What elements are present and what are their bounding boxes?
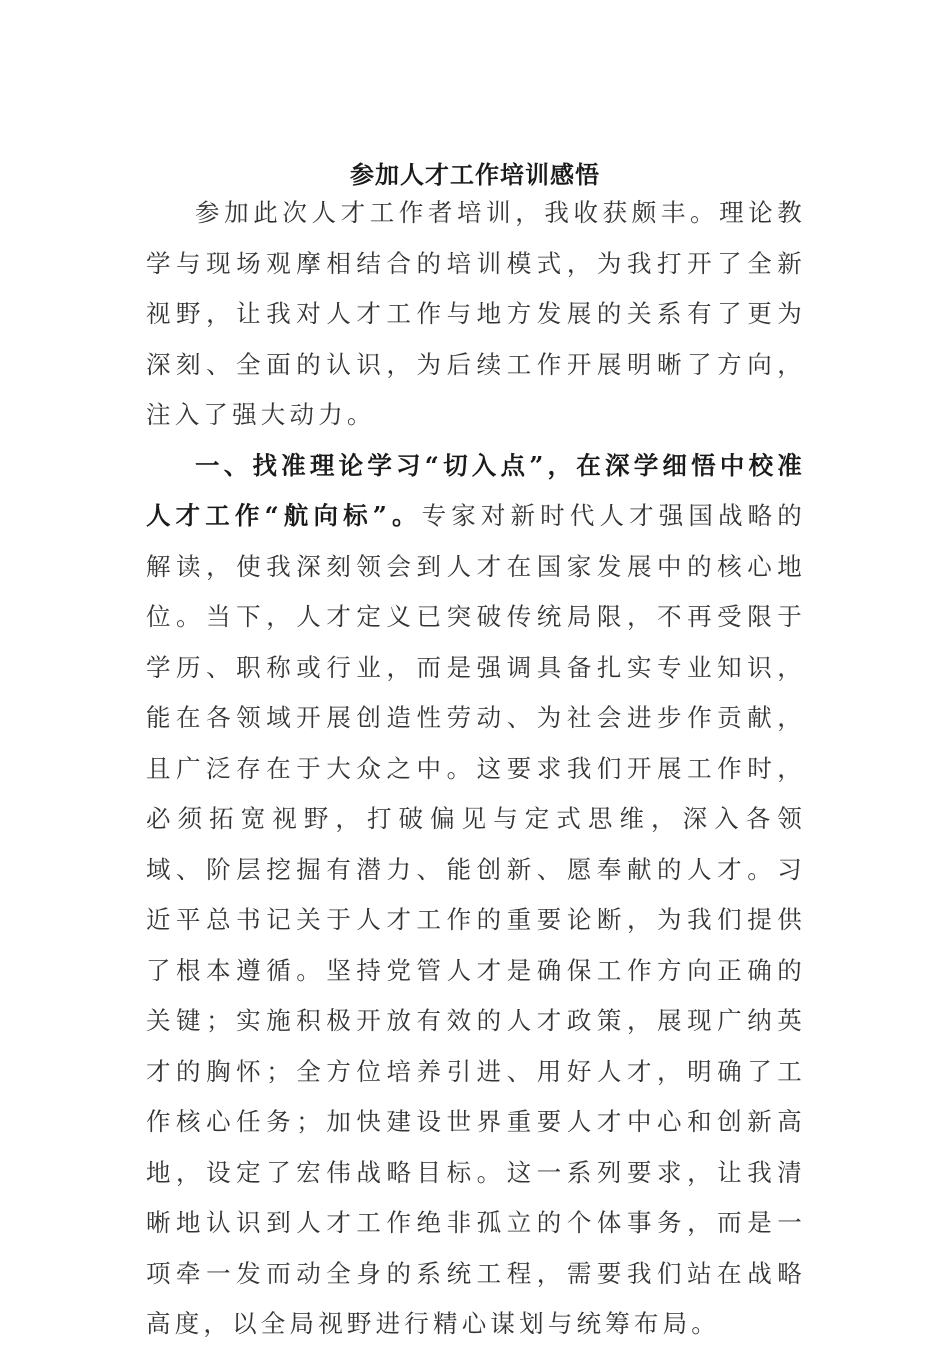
- section-1-body: 专家对新时代人才强国战略的解读，使我深刻领会到人才在国家发展中的核心地位。当下，人才定义已突破传统局限，不再受限于学历、职称或行业，而是强调具备扎实专业知识，能在各领域开展创造性劳动、为社会进步作贡献，且广泛存在于大众之中。这要求我们开展工作时，必须拓宽视野，打破偏见与定式思维，深入各领域、阶层挖掘有潜力、能创新、愿奉献的人才。习近平总书记关于人才工作的重要论断，为我们提供了根本遵循。坚持党管人才是确保工作方向正确的关键；实施积极开放有效的人才政策，展现广纳英才的胸怀；全方位培养引进、用好人才，明确了工作核心任务；加快建设世界重要人才中心和创新高地，设定了宏伟战略目标。这一系列要求，让我清晰地认识到人才工作绝非孤立的个体事务，而是一项牵一发而动全身的系统工程，需要我们站在战略高度，以全局视野进行精心谋划与统筹布局。: [146, 501, 807, 1338]
- intro-paragraph: 参加此次人才工作者培训，我收获颇丰。理论教学与现场观摩相结合的培训模式，为我打开了全新视野，让我对人才工作与地方发展的关系有了更为深刻、全面的认识，为后续工作开展明晰了方向，注入了强大动力。: [146, 198, 806, 429]
- document-body: [146, 188, 806, 1350]
- section-1-heading: 一、找准理论学习“切入点”，在深学细悟中校准人才工作“航向标”。: [146, 450, 806, 530]
- document-title: 参加人才工作培训感悟: [350, 160, 600, 189]
- section-1-paragraph: [146, 441, 806, 1350]
